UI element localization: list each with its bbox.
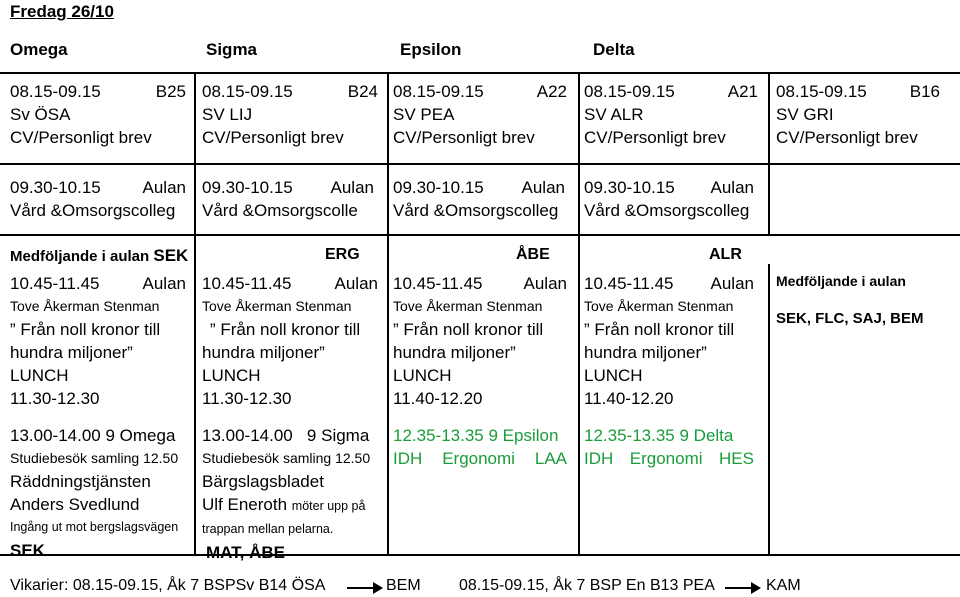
- time: 08.15-09.15: [202, 82, 293, 101]
- column-rule: [387, 72, 389, 554]
- speaker: Tove Åkerman Stenman: [393, 298, 543, 314]
- group-header-sigma: Sigma: [206, 40, 258, 59]
- activity-time: 13.00-14.00: [10, 426, 101, 445]
- activity-line: [393, 424, 567, 447]
- topic: Vård &Omsorgscolle: [202, 201, 358, 220]
- table-rule: [0, 72, 960, 74]
- time: 09.30-10.15: [393, 178, 484, 197]
- speaker: Tove Åkerman Stenman: [202, 298, 352, 314]
- section-header-epsilon: ÅBE: [516, 246, 550, 263]
- time: 09.30-10.15: [202, 178, 293, 197]
- cell-row2-omega: [10, 176, 186, 222]
- cell-row1-sigma: [202, 80, 378, 149]
- time: 10.45-11.45: [393, 274, 483, 293]
- activity-topic: Ergonomi: [629, 449, 703, 468]
- cell-row3-omega: [10, 272, 186, 562]
- talk-title-cont: hundra miljoner”: [584, 343, 707, 362]
- talk-title-cont: hundra miljoner”: [202, 343, 325, 362]
- activity-detail: [584, 447, 754, 470]
- activity-line: [584, 424, 754, 447]
- cell-row2-delta: [584, 176, 754, 222]
- visit-contact: Ulf Eneroth: [202, 495, 288, 514]
- section-header-omega: [10, 246, 188, 266]
- activity-name: 9 Delta: [679, 426, 734, 445]
- table-rule: [0, 163, 960, 165]
- accompany-label: Medföljande i aulan: [776, 273, 906, 289]
- visit-contact: Anders Svedlund: [10, 495, 140, 514]
- talk-title: ” Från noll kronor till: [210, 320, 361, 339]
- topic: Vård &Omsorgscolleg: [393, 201, 559, 220]
- footer-substitute-left: Vikarier: 08.15-09.15, Åk 7 BSPSv B14 ÖSA: [10, 577, 326, 594]
- cell-row3-extra: [776, 270, 946, 330]
- talk-title-cont: hundra miljoner”: [10, 343, 133, 362]
- lunch-label: LUNCH: [393, 366, 452, 385]
- teacher: SV GRI: [776, 105, 834, 124]
- visit-entrance: trappan mellan pelarna.: [202, 522, 334, 536]
- room: Aulan: [710, 178, 754, 197]
- lunch-label: LUNCH: [202, 366, 261, 385]
- visit-meet: möter upp på: [291, 499, 366, 513]
- cell-row1-epsilon: [393, 80, 567, 149]
- activity-name: 9 Sigma: [306, 426, 370, 445]
- footer-substitute-left-target: BEM: [386, 577, 421, 594]
- room: Aulan: [142, 274, 186, 293]
- teacher: SV ALR: [584, 105, 644, 124]
- topic: CV/Personligt brev: [10, 128, 152, 147]
- arrow-icon: [725, 587, 759, 589]
- visit-note: Studiebesök samling 12.50: [10, 450, 179, 466]
- group-header-delta: Delta: [593, 40, 635, 59]
- column-rule: [578, 72, 580, 554]
- topic: CV/Personligt brev: [776, 128, 918, 147]
- room: Aulan: [142, 178, 186, 197]
- room: B16: [909, 82, 940, 101]
- room: Aulan: [334, 274, 378, 293]
- room: Aulan: [710, 274, 754, 293]
- accompany-staff: SEK, FLC, SAJ, BEM: [776, 310, 924, 327]
- time: 08.15-09.15: [393, 82, 484, 101]
- activity-subject: IDH: [393, 449, 423, 468]
- cell-row1-delta: [584, 80, 758, 149]
- lunch-label: LUNCH: [584, 366, 643, 385]
- visit-place: Bärgslagsbladet: [202, 472, 324, 491]
- cell-row2-sigma: [202, 176, 374, 222]
- cell-row3-sigma: [202, 272, 378, 564]
- activity-time: 12.35-13.35: [584, 426, 675, 445]
- activity-detail: [393, 447, 567, 470]
- time: 08.15-09.15: [584, 82, 675, 101]
- topic: CV/Personligt brev: [584, 128, 726, 147]
- lunch-label: LUNCH: [10, 366, 69, 385]
- visit-place: Räddningstjänsten: [10, 472, 151, 491]
- arrow-icon: [347, 587, 381, 589]
- section-header-delta: ALR: [709, 246, 742, 263]
- visit-staff: MAT, ÅBE: [206, 543, 286, 562]
- talk-title-cont: hundra miljoner”: [393, 343, 516, 362]
- time: 08.15-09.15: [10, 82, 101, 101]
- room: Aulan: [330, 178, 374, 197]
- topic: CV/Personligt brev: [393, 128, 535, 147]
- group-header-epsilon: Epsilon: [400, 40, 462, 59]
- lunch-time: 11.30-12.30: [10, 389, 100, 408]
- time: 08.15-09.15: [776, 82, 867, 101]
- time: 10.45-11.45: [10, 274, 100, 293]
- visit-entrance: Ingång ut mot bergslagsvägen: [10, 520, 179, 534]
- activity-teacher: LAA: [534, 449, 567, 468]
- activity-line: [10, 424, 186, 447]
- topic: CV/Personligt brev: [202, 128, 344, 147]
- lunch-time: 11.30-12.30: [202, 389, 292, 408]
- activity-subject: IDH: [584, 449, 614, 468]
- talk-title: ” Från noll kronor till: [584, 320, 735, 339]
- cell-row1-extra: [776, 80, 940, 149]
- column-rule: [768, 264, 770, 554]
- room: B24: [347, 82, 378, 101]
- teacher: SV PEA: [393, 105, 455, 124]
- footer-substitute-right: 08.15-09.15, Åk 7 BSP En B13 PEA: [459, 577, 715, 594]
- cell-row3-epsilon: [393, 272, 567, 470]
- column-rule: [194, 72, 196, 554]
- activity-teacher: HES: [719, 449, 754, 468]
- room: B25: [155, 82, 186, 101]
- cell-row3-delta: [584, 272, 754, 470]
- lunch-time: 11.40-12.20: [584, 389, 674, 408]
- cell-row2-epsilon: [393, 176, 565, 222]
- teacher: SV LIJ: [202, 105, 253, 124]
- visit-note: Studiebesök samling 12.50: [202, 450, 371, 466]
- talk-title: ” Från noll kronor till: [10, 320, 161, 339]
- room: A22: [536, 82, 567, 101]
- teacher: Sv ÖSA: [10, 105, 71, 124]
- time: 10.45-11.45: [584, 274, 674, 293]
- activity-name: 9 Epsilon: [488, 426, 559, 445]
- day-title: Fredag 26/10: [10, 2, 114, 21]
- accompany-value: SEK: [153, 246, 189, 265]
- cell-row1-omega: [10, 80, 186, 149]
- room: Aulan: [521, 178, 565, 197]
- time: 09.30-10.15: [10, 178, 101, 197]
- activity-line: [202, 424, 378, 447]
- group-header-omega: Omega: [10, 40, 68, 59]
- talk-title: ” Från noll kronor till: [393, 320, 544, 339]
- section-header-sigma: ERG: [325, 246, 360, 263]
- topic: Vård &Omsorgscolleg: [10, 201, 176, 220]
- activity-time: 12.35-13.35: [393, 426, 484, 445]
- visit-contact-line: [202, 493, 378, 518]
- topic: Vård &Omsorgscolleg: [584, 201, 750, 220]
- speaker: Tove Åkerman Stenman: [584, 298, 734, 314]
- activity-name: 9 Omega: [105, 426, 176, 445]
- footer-substitute-right-target: KAM: [766, 577, 801, 594]
- room: Aulan: [523, 274, 567, 293]
- visit-staff: SEK: [10, 541, 45, 560]
- room: A21: [727, 82, 758, 101]
- accompany-label: Medföljande i aulan: [10, 248, 150, 265]
- activity-topic: Ergonomi: [442, 449, 515, 468]
- column-rule: [768, 72, 770, 235]
- activity-time: 13.00-14.00: [202, 426, 293, 445]
- time: 09.30-10.15: [584, 178, 675, 197]
- lunch-time: 11.40-12.20: [393, 389, 483, 408]
- table-rule: [0, 234, 960, 236]
- time: 10.45-11.45: [202, 274, 292, 293]
- speaker: Tove Åkerman Stenman: [10, 298, 160, 314]
